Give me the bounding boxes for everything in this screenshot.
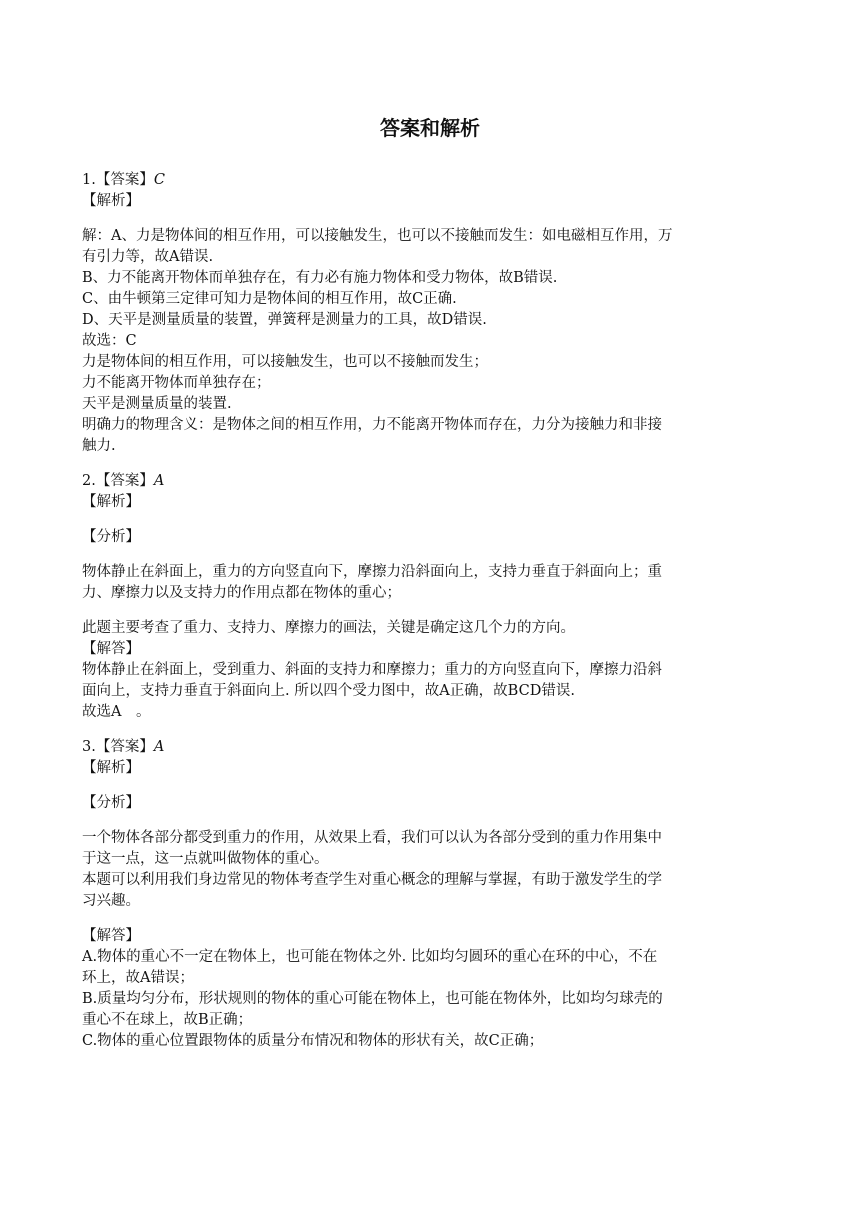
q3-jieda-line: 环上，故A错误；	[82, 970, 194, 986]
q3-jieda-line: A.物体的重心不一定在物体上，也可能在物体之外. 比如均匀圆环的重心在环的中心，不在	[82, 949, 658, 965]
q2-fenxi-line: 物体静止在斜面上，重力的方向竖直向下，摩擦力沿斜面向上，支持力垂直于斜面向上；重	[82, 564, 662, 580]
q3-answer-letter: A	[153, 739, 165, 755]
q2-answer-line	[82, 471, 782, 492]
q2-fenxi-line: 力、摩擦力以及支持力的作用点都在物体的重心；	[82, 585, 401, 601]
q3-fenxi-line: 一个物体各部分都受到重力的作用，从效果上看，我们可以认为各部分受到的重力作用集中	[82, 830, 662, 846]
q3-fenxi-line: 习兴趣。	[82, 893, 140, 909]
q2-summary: 此题主要考查了重力、支持力、摩擦力的画法，关键是确定这几个力的方向。	[82, 620, 575, 636]
q2-answer-letter: A	[153, 473, 165, 489]
q3-jieda-line: C.物体的重心位置跟物体的质量分布情况和物体的形状有关，故C正确；	[82, 1033, 544, 1049]
q1-line: D、天平是测量质量的装置，弹簧秤是测量力的工具，故D错误.	[82, 312, 487, 328]
q3-jiexi-heading: 【解析】	[82, 760, 140, 776]
q1-line: 力不能离开物体而单独存在；	[82, 375, 271, 391]
page-title: 答案和解析	[380, 116, 480, 140]
q2-jieda-line: 面向上，支持力垂直于斜面向上. 所以四个受力图中，故A正确，故BCD错误.	[82, 683, 575, 699]
q3-fenxi-line: 于这一点，这一点就叫做物体的重心。	[82, 851, 329, 867]
document-body	[82, 170, 782, 1052]
q1-line: 天平是测量质量的装置.	[82, 396, 232, 412]
q1-jiexi-heading: 【解析】	[82, 193, 140, 209]
q1-line: 触力.	[82, 438, 116, 454]
q3-answer-line	[82, 737, 782, 758]
q3-fenxi-line: 本题可以利用我们身边常见的物体考查学生对重心概念的理解与掌握，有助于激发学生的学	[82, 872, 662, 888]
q2-jiexi-heading: 【解析】	[82, 494, 140, 510]
q1-answer-letter: C	[153, 172, 165, 188]
q1-line: C、由牛顿第三定律可知力是物体间的相互作用，故C正确.	[82, 291, 457, 307]
q3-jieda-line: 重心不在球上，故B正确；	[82, 1012, 253, 1028]
q1-answer-prefix: 1.【答案】	[82, 172, 154, 188]
q2-fenxi-heading: 【分析】	[82, 529, 140, 545]
q3-jieda-line: B.质量均匀分布，形状规则的物体的重心可能在物体上，也可能在物体外，比如均匀球壳的	[82, 991, 663, 1007]
q1-line: 力是物体间的相互作用，可以接触发生，也可以不接触而发生；	[82, 354, 488, 370]
q2-jieda-line: 故选A 。	[82, 704, 151, 720]
q1-line: 明确力的物理含义：是物体之间的相互作用，力不能离开物体而存在，力分为接触力和非接	[82, 417, 662, 433]
q1-line: 故选：C	[82, 333, 137, 349]
q2-answer-prefix: 2.【答案】	[82, 473, 154, 489]
q3-jieda-heading: 【解答】	[82, 928, 140, 944]
q1-answer-line	[82, 170, 782, 191]
q1-line: 有引力等，故A错误.	[82, 249, 214, 265]
q2-jieda-heading: 【解答】	[82, 641, 140, 657]
q3-answer-prefix: 3.【答案】	[82, 739, 154, 755]
q2-jieda-line: 物体静止在斜面上，受到重力、斜面的支持力和摩擦力；重力的方向竖直向下，摩擦力沿斜	[82, 662, 662, 678]
q3-fenxi-heading: 【分析】	[82, 795, 140, 811]
q1-line: 解：A、力是物体间的相互作用，可以接触发生，也可以不接触而发生：如电磁相互作用，万	[82, 228, 673, 244]
q1-line: B、力不能离开物体而单独存在，有力必有施力物体和受力物体，故B错误.	[82, 270, 558, 286]
